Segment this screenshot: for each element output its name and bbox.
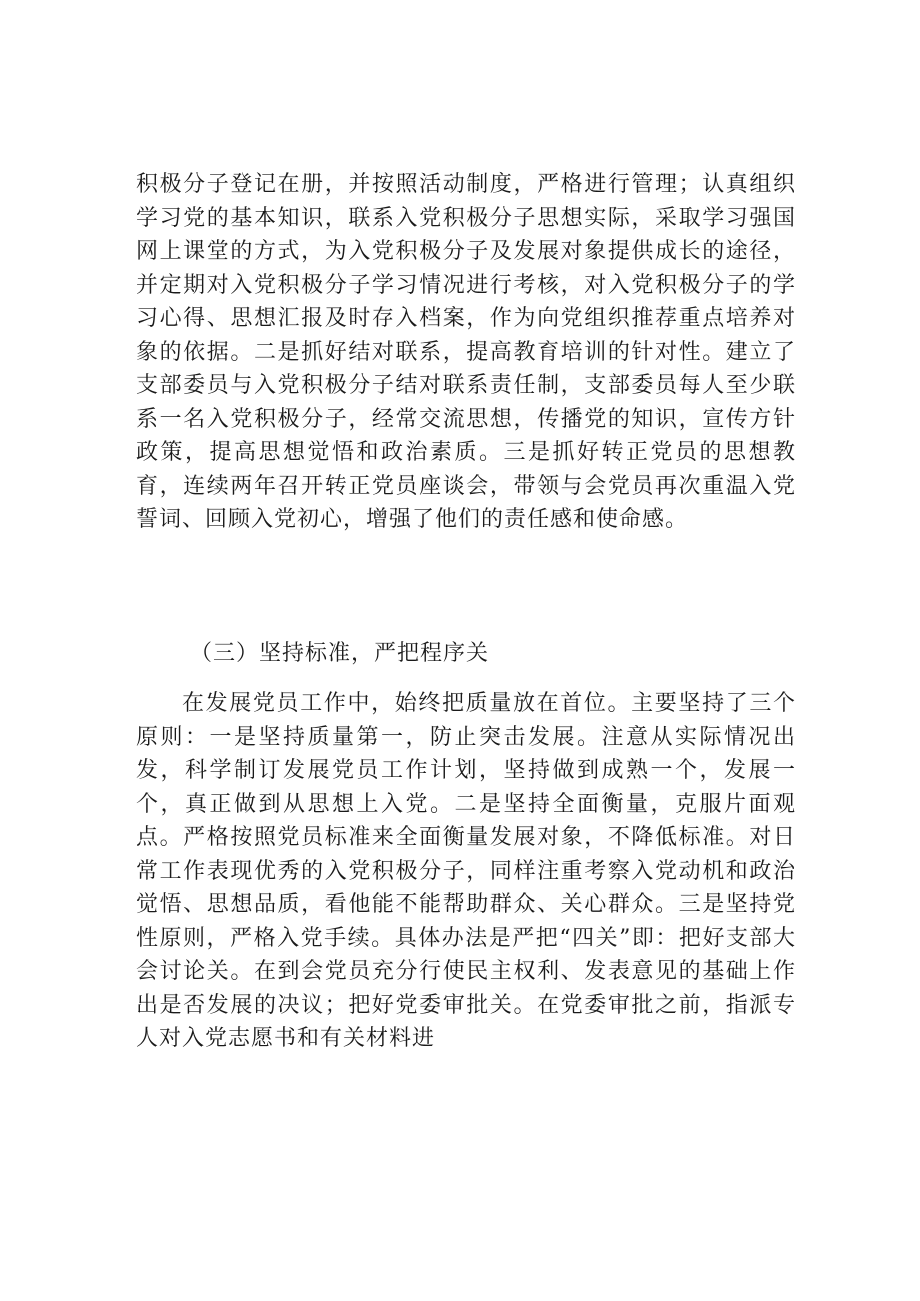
body-paragraph-section-three: 在发展党员工作中，始终把质量放在首位。主要坚持了三个原则：一是坚持质量第一，防止突击发展。注意从实际情况出发，科学制订发展党员工作计划，坚持做到成熟一个，发展一个，真正做到从思想上入党。二是坚持全面衡量，克服片面观点。严格按照党员标准来全面衡量发展对象，不降低标准。对日常工作表现优秀的入党积极分子，同样注重考察入党动机和政治觉悟、思想品质，看他能不能帮助群众、关心群众。三是坚持党性原则，严格入党手续。具体办法是严把“四关”即：把好支部大会讨论关。在到会党员充分行使民主权利、发表意见的基础上作出是否发展的决议；把好党委审批关。在党委审批之前，指派专人对入党志愿书和有关材料进 xyxy=(136,691,796,1051)
section-heading-three: （三）坚持标准，严把程序关 xyxy=(190,641,490,666)
body-paragraph-continued: 积极分子登记在册，并按照活动制度，严格进行管理；认真组织学习党的基本知识，联系入党积极分子思想实际，采取学习强国网上课堂的方式，为入党积极分子及发展对象提供成长的途径，并定期对入党积极分子学习情况进行考核，对入党积极分子的学习心得、思想汇报及时存入档案，作为向党组织推荐重点培养对象的依据。二是抓好结对联系，提高教育培训的针对性。建立了支部委员与入党积极分子结对联系责任制，支部委员每人至少联系一名入党积极分子，经常交流思想，传播党的知识，宣传方针政策，提高思想觉悟和政治素质。三是抓好转正党员的思想教育，连续两年召开转正党员座谈会，带领与会党员再次重温入党誓词、回顾入党初心，增强了他们的责任感和使命感。 xyxy=(136,172,796,532)
